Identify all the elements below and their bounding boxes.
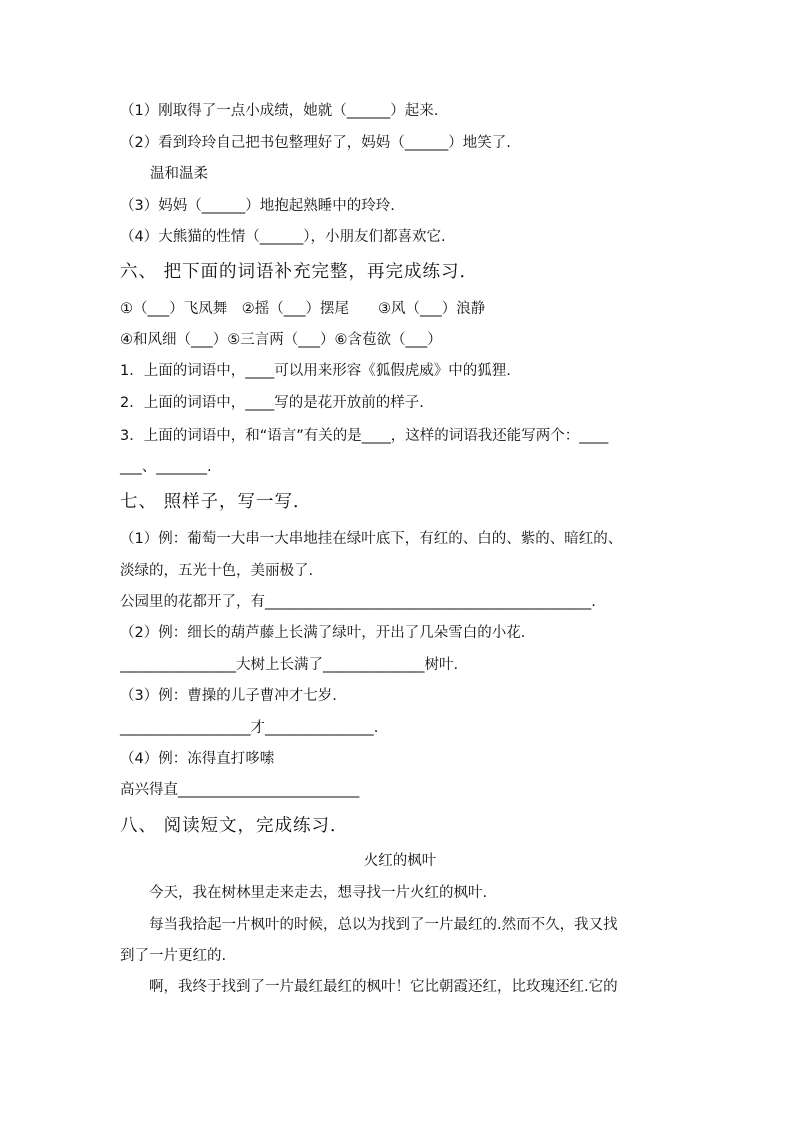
- sec5-question-4: （4）大熊猫的性情（______），小朋友们都喜欢它.: [120, 229, 446, 245]
- sec6-practice-3: 3．上面的词语中，和“语言”有关的是____，这样的词语我还能写两个：____: [120, 428, 609, 444]
- section-7-heading: 七、 照样子，写一写．: [120, 492, 312, 512]
- sec7-example-4: （4）例：冻得直打哆嗦: [120, 751, 275, 767]
- sec7-task-4: 高兴得直_________________________: [120, 782, 360, 798]
- passage-paragraph-2: 每当我拾起一片枫叶的时候，总以为找到了一片最红的.然而不久，我又找: [120, 917, 618, 933]
- passage-paragraph-2-continued: 到了一片更红的.: [120, 948, 227, 964]
- sec7-task-1: 公园里的花都开了，有_____________________________________________.: [120, 594, 596, 610]
- sec6-practice-2: 2．上面的词语中，____写的是花开放前的样子.: [120, 395, 424, 411]
- passage-paragraph-3: 啊，我终于找到了一片最红最红的枫叶！它比朝霞还红，比玫瑰还红.它的: [120, 979, 618, 995]
- passage-title: 火红的枫叶: [363, 853, 437, 869]
- sec7-example-1: （1）例：葡萄一大串一大串地挂在绿叶底下，有红的、白的、紫的、暗红的、: [120, 531, 623, 547]
- sec7-example-2: （2）例：细长的葫芦藤上长满了绿叶，开出了几朵雪白的小花.: [120, 625, 526, 641]
- sec7-task-3: __________________才_______________.: [120, 720, 379, 736]
- sec5-question-1: （1）刚取得了一点小成绩，她就（______）起来.: [120, 103, 439, 119]
- section-8-heading: 八、 阅读短文，完成练习．: [120, 816, 349, 836]
- sec6-idiom-row-1: ①（___）飞凤舞 ②摇（___）摆尾 ③风（___）浪静: [120, 301, 486, 317]
- sec6-practice-1: 1．上面的词语中，____可以用来形容《狐假虎威》中的狐狸.: [120, 363, 511, 379]
- section-6-heading: 六、 把下面的词语补充完整，再完成练习．: [120, 262, 479, 282]
- sec6-practice-3-continued: ___、_______.: [120, 459, 212, 475]
- passage-paragraph-1: 今天，我在树林里走来走去，想寻找一片火红的枫叶.: [120, 885, 488, 901]
- sec7-task-2: ________________大树上长满了______________树叶.: [120, 657, 459, 673]
- sec7-example-3: （3）例：曹操的儿子曹冲才七岁.: [120, 688, 337, 704]
- sec7-example-1-continued: 淡绿的，五光十色，美丽极了.: [120, 563, 314, 579]
- sec5-question-2: （2）看到玲玲自己把书包整理好了，妈妈（______）地笑了.: [120, 135, 511, 151]
- sec6-idiom-row-2: ④和风细（___）⑤三言两（___）⑥含苞欲（___）: [120, 332, 442, 348]
- sec5-word-options: 温和温柔: [150, 166, 208, 182]
- sec5-question-3: （3）妈妈（______）地抱起熟睡中的玲玲.: [120, 198, 395, 214]
